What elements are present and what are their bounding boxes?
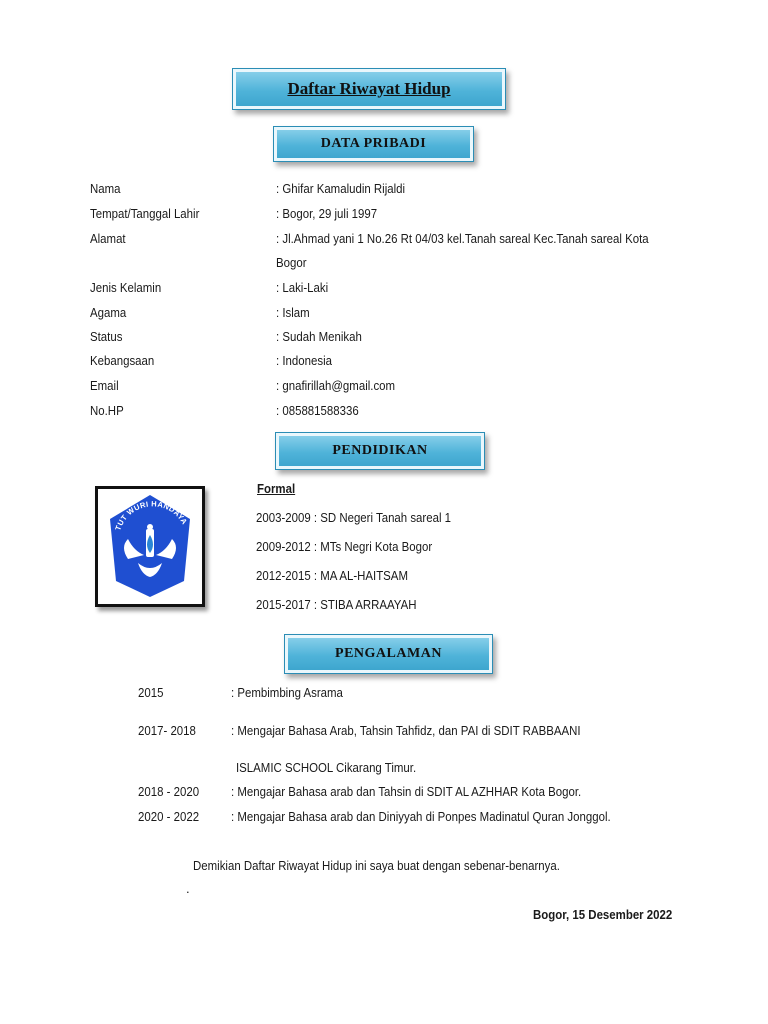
education-heading: Formal: [257, 481, 296, 496]
value-kebangsaan: : Indonesia: [276, 353, 332, 368]
value-alamat: : Jl.Ahmad yani 1 No.26 Rt 04/03 kel.Tanah sareal Kec.Tanah sareal Kota: [276, 231, 649, 246]
label-nama: Nama: [90, 181, 121, 196]
label-kebangsaan: Kebangsaan: [90, 353, 155, 368]
value-status: : Sudah Menikah: [276, 329, 362, 344]
value-alamat-line2: Bogor: [276, 255, 307, 270]
label-ttl: Tempat/Tanggal Lahir: [90, 206, 200, 221]
experience-desc: : Pembimbing Asrama: [231, 685, 343, 700]
education-item: 2003-2009 : SD Negeri Tanah sareal 1: [256, 510, 452, 525]
experience-desc: : Mengajar Bahasa arab dan Diniyyah di Ponpes Madinatul Quran Jonggol.: [231, 809, 611, 824]
label-status: Status: [90, 329, 123, 344]
label-alamat: Alamat: [90, 231, 126, 246]
value-nama: : Ghifar Kamaludin Rijaldi: [276, 181, 406, 196]
section-header-data-pribadi: DATA PRIBADI: [273, 126, 474, 162]
experience-year: 2020 - 2022: [138, 809, 200, 824]
education-item: 2009-2012 : MTs Negri Kota Bogor: [256, 539, 433, 554]
experience-year: 2017- 2018: [138, 723, 196, 738]
label-agama: Agama: [90, 305, 127, 320]
value-email: : gnafirillah@gmail.com: [276, 378, 396, 393]
value-nohp: : 085881588336: [276, 403, 359, 418]
svg-text:TUT WURI HANDAYANI: TUT WURI HANDAYA: [113, 499, 190, 532]
experience-year: 2018 - 2020: [138, 784, 200, 799]
label-jenis-kelamin: Jenis Kelamin: [90, 280, 162, 295]
experience-desc-line2: ISLAMIC SCHOOL Cikarang Timur.: [236, 760, 417, 775]
label-email: Email: [90, 378, 119, 393]
education-item: 2012-2015 : MA AL-HAITSAM: [256, 568, 408, 583]
education-item: 2015-2017 : STIBA ARRAAYAH: [256, 597, 417, 612]
stray-dot: .: [186, 881, 190, 896]
closing-statement: Demikian Daftar Riwayat Hidup ini saya buat dengan sebenar-benarnya.: [193, 858, 560, 873]
value-jenis-kelamin: : Laki-Laki: [276, 280, 329, 295]
experience-desc: : Mengajar Bahasa arab dan Tahsin di SDIT AL AZHHAR Kota Bogor.: [231, 784, 582, 799]
experience-year: 2015: [138, 685, 164, 700]
section-header-pengalaman: PENGALAMAN: [284, 634, 493, 674]
label-nohp: No.HP: [90, 403, 124, 418]
value-ttl: : Bogor, 29 juli 1997: [276, 206, 378, 221]
experience-desc: : Mengajar Bahasa Arab, Tahsin Tahfidz, dan PAI di SDIT RABBAANI: [231, 723, 581, 738]
value-agama: : Islam: [276, 305, 310, 320]
document-title: Daftar Riwayat Hidup: [232, 68, 506, 110]
signature-date: Bogor, 15 Desember 2022: [533, 907, 673, 922]
tut-wuri-handayani-logo: [95, 486, 205, 607]
section-header-pendidikan: PENDIDIKAN: [275, 432, 485, 470]
